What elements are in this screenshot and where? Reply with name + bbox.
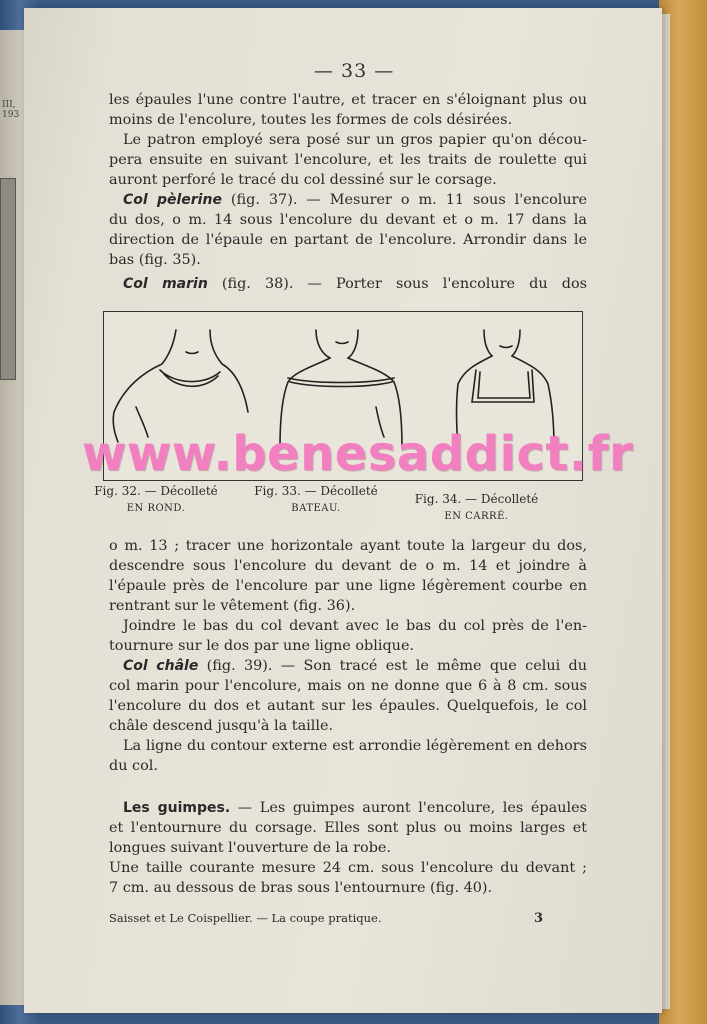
text-span: (fig. 37). — Mesurer o m. 11 sous l'encolure	[221, 192, 587, 208]
caption-fig-34	[404, 490, 549, 526]
text-line: longues suivant l'ouverture de la robe.	[109, 840, 392, 856]
text-line: bas (fig. 35).	[109, 252, 201, 268]
text-line: du col.	[109, 758, 158, 774]
text-line: moins de l'encolure, toutes les formes de cols désirées.	[109, 112, 513, 128]
text-line: l'encolure du dos et autant sur les épaules. Quelquefois, le col	[109, 698, 587, 714]
caption-sub: EN CARRÉ.	[444, 511, 509, 522]
text-line: direction de l'épaule en partant de l'encolure. Arrondir dans le	[109, 232, 587, 248]
watermark: www.benesaddict.fr	[82, 426, 634, 482]
text-line: du dos, o m. 14 sous l'encolure du devant et o m. 17 dans la	[109, 212, 587, 228]
text-span: — Les guimpes auront l'encolure, les épaules	[230, 800, 587, 816]
text-line: châle descend jusqu'à la taille.	[109, 718, 334, 734]
text-line: auront perforé le tracé du col dessiné sur le corsage.	[109, 172, 497, 188]
section-title-marin: Col marin	[123, 276, 208, 292]
text-line: Une taille courante mesure 24 cm. sous l'encolure du devant ;	[109, 860, 587, 876]
text-line: descendre sous l'encolure du devant de o m. 14 et joindre à	[109, 558, 587, 574]
text-line	[109, 190, 587, 210]
section-title-guimpes: Les guimpes.	[123, 800, 231, 816]
text-line	[109, 656, 587, 676]
text-line: La ligne du contour externe est arrondie légèrement en dehors	[123, 738, 587, 754]
text-line	[109, 798, 587, 818]
text-line: les épaules l'une contre l'autre, et tracer en s'éloignant plus ou	[109, 92, 587, 108]
section-title-pelerine: Col pèlerine	[123, 192, 222, 208]
page-footer: Saisset et Le Coispellier. — La coupe pratique.	[109, 911, 382, 925]
caption-title: Fig. 32. — Décolleté	[94, 484, 218, 498]
paragraph-intro	[109, 90, 587, 294]
text-line: Joindre le bas du col devant avec le bas du col près de l'en-	[123, 618, 587, 634]
book-page	[24, 8, 662, 1013]
page-number: — 33 —	[314, 60, 395, 82]
text-line: 7 cm. au dessous de bras sous l'entournure (fig. 40).	[109, 880, 493, 896]
text-line	[109, 274, 587, 294]
caption-fig-32	[86, 482, 226, 518]
text-line: o m. 13 ; tracer une horizontale ayant toute la largeur du dos,	[109, 538, 587, 554]
caption-title: Fig. 33. — Décolleté	[254, 484, 378, 498]
side-fragment: III, 193	[2, 100, 20, 120]
caption-fig-33	[246, 482, 386, 518]
text-line: tournure sur le dos par une ligne oblique.	[109, 638, 415, 654]
previous-page-plate	[0, 178, 16, 380]
paragraph-guimpes	[109, 798, 587, 898]
text-span: (fig. 38). — Porter sous l'encolure du dos	[207, 276, 587, 292]
text-line: et l'entournure du corsage. Elles sont plus ou moins larges et	[109, 820, 587, 836]
text-line: col marin pour l'encolure, mais on ne donne que 6 à 8 cm. sous	[109, 678, 587, 694]
text-line: pera ensuite en suivant l'encolure, et les traits de roulette qui	[109, 152, 587, 168]
caption-sub: BATEAU.	[291, 503, 341, 514]
text-line: l'épaule près de l'encolure par une ligne légèrement courbe en	[109, 578, 587, 594]
caption-sub: EN ROND.	[126, 503, 186, 514]
caption-title: Fig. 34. — Décolleté	[414, 492, 539, 506]
text-span: (fig. 39). — Son tracé est le même que celui du	[198, 658, 587, 674]
signature-number: 3	[534, 911, 544, 926]
paragraph-marin-cont	[109, 536, 587, 776]
text-line: Le patron employé sera posé sur un gros papier qu'on décou-	[123, 132, 587, 148]
text-line: rentrant sur le vêtement (fig. 36).	[109, 598, 356, 614]
section-title-chale: Col châle	[123, 658, 199, 674]
